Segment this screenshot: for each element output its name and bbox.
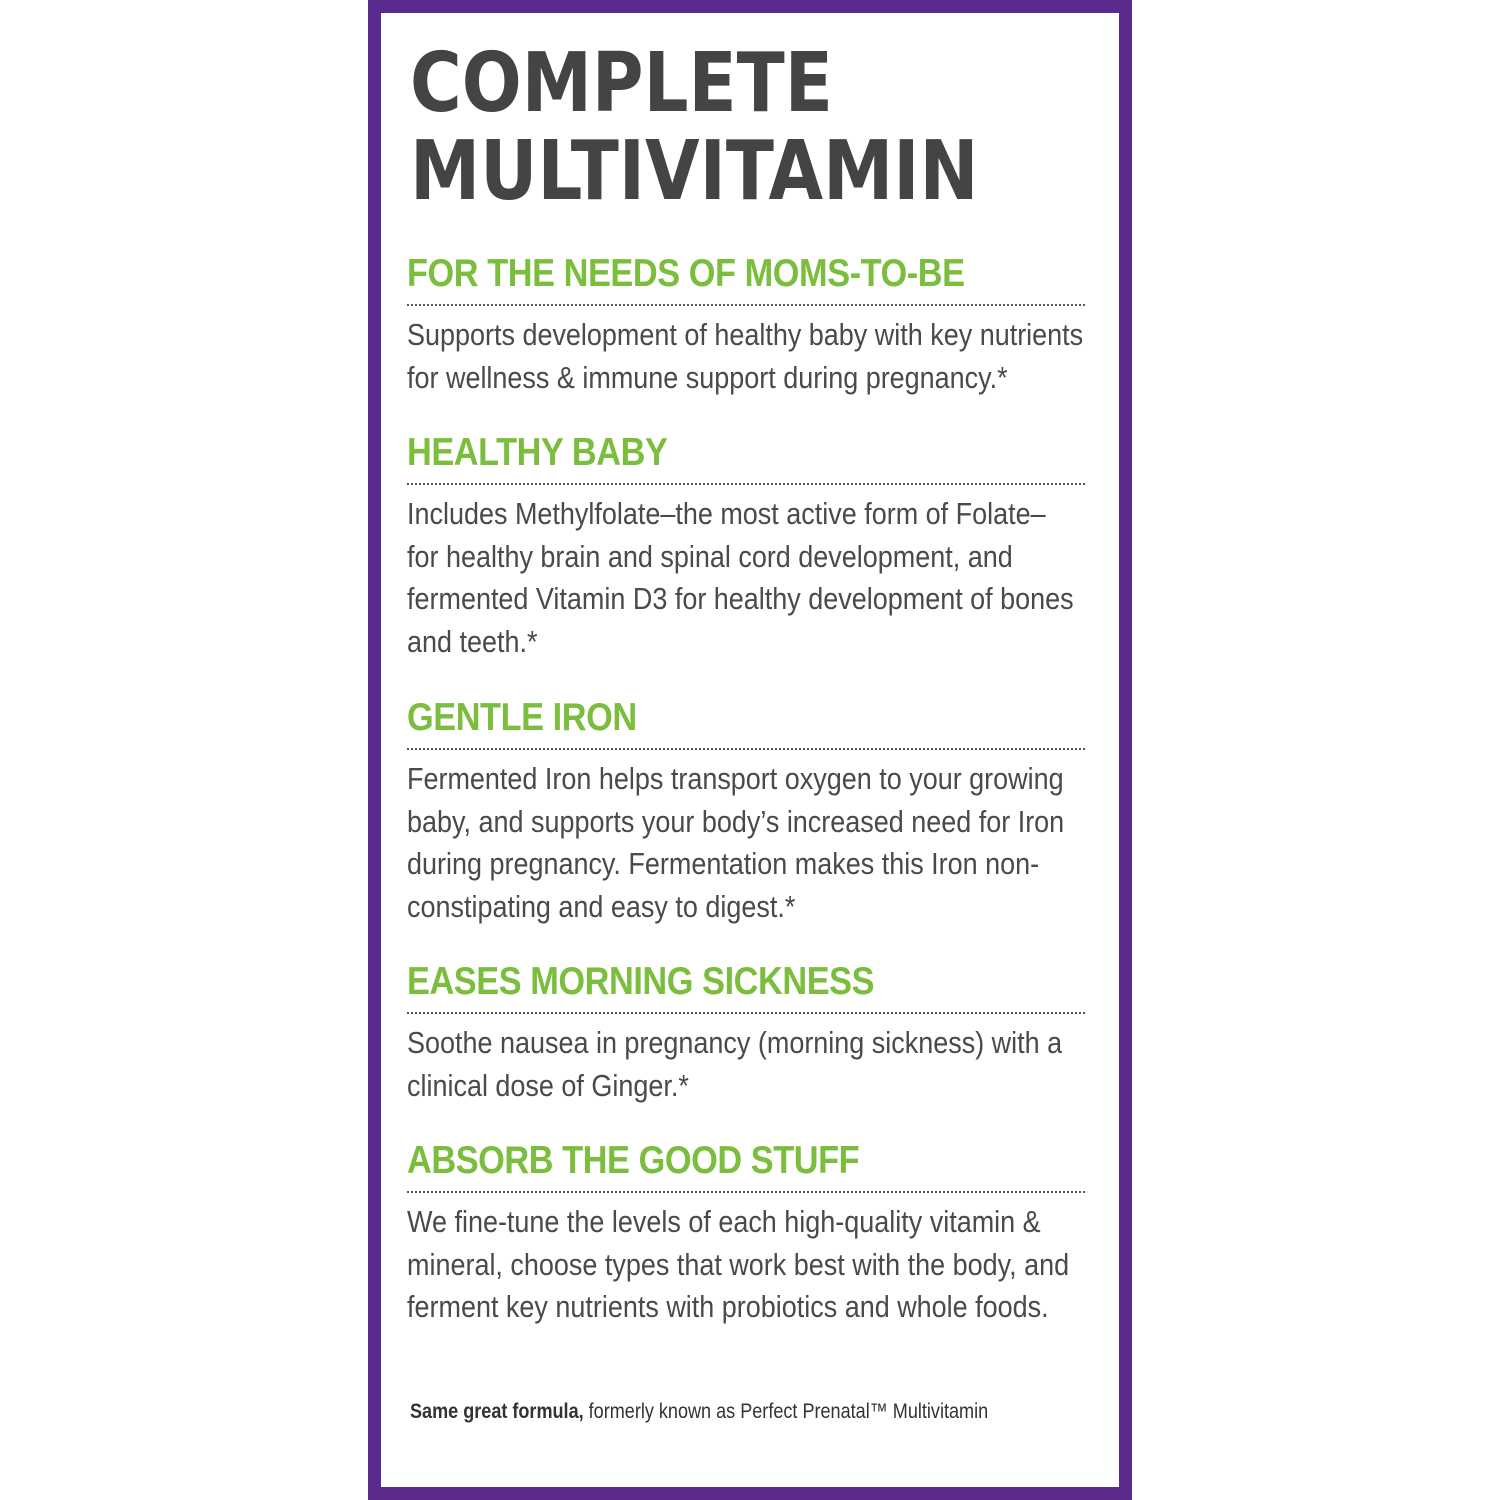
section-body: Soothe nausea in pregnancy (morning sickness) with a clinical dose of Ginger.* (407, 1025, 1063, 1103)
section-heading: ABSORB THE GOOD STUFF (407, 1139, 860, 1182)
title-line-1: COMPLETE (410, 36, 833, 131)
footnote-bold: Same great formula, (410, 1400, 584, 1423)
formula-footnote (410, 1398, 988, 1426)
section-heading: HEALTHY BABY (407, 431, 668, 474)
dotted-divider (407, 483, 1085, 485)
section-morning-sickness (407, 960, 1085, 1107)
section-gentle-iron (407, 696, 1085, 928)
footnote-text: formerly known as Perfect Prenatal™ Multivitamin (583, 1400, 989, 1423)
section-absorb (407, 1139, 1085, 1329)
section-heading: EASES MORNING SICKNESS (407, 960, 875, 1003)
section-body: Fermented Iron helps transport oxygen to your growing baby, and supports your body’s increased need for Iron during pregnancy. Fermentation makes this Iron non- constipating and easy to digest.* (407, 761, 1065, 924)
dotted-divider (407, 1012, 1085, 1014)
section-healthy-baby (407, 431, 1085, 663)
dotted-divider (407, 304, 1085, 306)
section-body: Includes Methylfolate–the most active form of Folate– for healthy brain and spinal cord development, and fermented Vitamin D3 for healthy development of bones and teeth.* (407, 496, 1074, 659)
page-title (410, 36, 979, 219)
section-body: Supports development of healthy baby with key nutrients for wellness & immune support during pregnancy.* (407, 317, 1084, 395)
section-heading: FOR THE NEEDS OF MOMS-TO-BE (407, 252, 965, 295)
dotted-divider (407, 748, 1085, 750)
section-moms-to-be (407, 252, 1085, 399)
dotted-divider (407, 1191, 1085, 1193)
title-line-2: MULTIVITAMIN (410, 124, 979, 219)
section-body: We fine-tune the levels of each high-quality vitamin & mineral, choose types that work best with the body, and ferment key nutrients with probiotics and whole foods. (407, 1204, 1070, 1324)
section-heading: GENTLE IRON (407, 696, 637, 739)
